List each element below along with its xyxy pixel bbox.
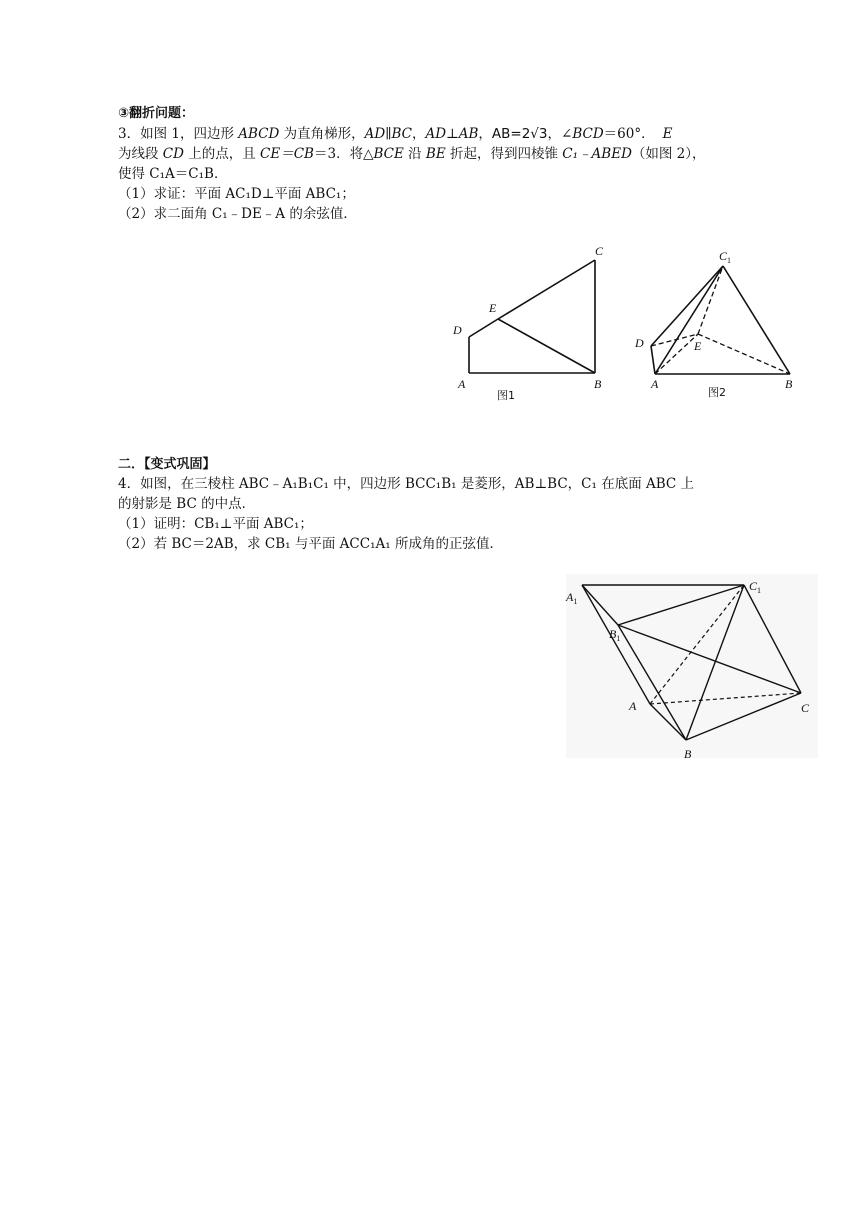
p3-text: BCE (373, 146, 404, 162)
p3-text: 为直角梯形， (279, 126, 365, 142)
label-a1: $A_1$ (566, 590, 578, 606)
problem4-line2: 的射影是 BC 的中点． (118, 496, 256, 512)
p3-formula: AB=2√3 (491, 126, 548, 142)
label-b1: $B_1$ (609, 627, 621, 643)
p3-text: ，∠ (547, 126, 573, 142)
label-d: D (635, 336, 644, 350)
p3-text: AD⊥AB (425, 126, 479, 142)
p3-text: C₁﹣ABED (562, 146, 632, 162)
label-a: A (651, 377, 659, 391)
p3-text: （如图 2）， (631, 146, 706, 162)
p3-text: AD∥BC (364, 126, 412, 142)
segment-ec (498, 260, 595, 319)
p3-text: E (662, 126, 673, 142)
segment-dc1 (651, 266, 723, 346)
figure-1 (445, 238, 615, 410)
label-a: A (458, 377, 466, 391)
segment-ad (651, 346, 655, 374)
p3-text: BCD (572, 126, 604, 142)
problem3-line1 (118, 124, 672, 144)
p3-text: BE (425, 146, 446, 162)
problem3-line3: 使得 C₁A＝C₁B． (118, 166, 228, 182)
section2-heading: 二．【变式巩固】 (118, 457, 216, 472)
p3-text: ＝60°． (603, 126, 655, 142)
p3-text: ＝3．将△ (313, 146, 374, 162)
label-c: C (801, 701, 810, 715)
figure-2 (630, 244, 810, 404)
segment-de (469, 319, 498, 337)
label-c: C (595, 244, 604, 258)
p3-text: 折起，得到四棱锥 (445, 146, 563, 162)
p3-text: CE＝CB (260, 146, 314, 162)
label-e: E (489, 301, 497, 315)
label-b: B (785, 377, 793, 391)
label-c1: $C_1$ (719, 249, 732, 265)
problem4-question2: （2）若 BC＝2AB，求 CB₁ 与平面 ACC₁A₁ 所成角的正弦值． (118, 536, 503, 552)
problem4-line1: 4．如图，在三棱柱 ABC﹣A₁B₁C₁ 中，四边形 BCC₁B₁ 是菱形，AB⊥BC，C₁ 在底面 ABC 上 (118, 476, 695, 492)
problem3-question1: （1）求证：平面 AC₁D⊥平面 ABC₁； (118, 186, 355, 202)
p3-text: ABCD (238, 126, 280, 142)
figure-2-caption: 图2 (708, 386, 726, 399)
label-e: E (694, 339, 702, 353)
p3-text: 3．如图 1，四边形 (118, 126, 239, 142)
p3-text: 上的点，且 (183, 146, 261, 162)
problem4-question1: （1）证明：CB₁⊥平面 ABC₁； (118, 516, 313, 532)
figure-prism (563, 572, 821, 762)
p3-text: 为线段 (118, 146, 163, 162)
problem3-line2 (118, 144, 706, 164)
p3-text: ， (478, 126, 492, 142)
figure-1-caption: 图1 (497, 389, 515, 402)
label-b: B (594, 377, 602, 391)
problem3-question2: （2）求二面角 C₁﹣DE﹣A 的余弦值． (118, 206, 357, 222)
p3-text: 沿 (403, 146, 426, 162)
segment-eb (498, 319, 595, 373)
segment-c1b (723, 266, 790, 374)
label-a: A (629, 699, 637, 713)
p3-text: CD (162, 146, 184, 162)
label-b: B (684, 747, 692, 761)
label-d: D (453, 323, 462, 337)
label-c1: $C_1$ (749, 579, 762, 595)
segment-ac1 (655, 266, 723, 374)
segment-eb (698, 334, 790, 374)
section-heading: ③翻折问题： (118, 106, 195, 121)
p3-text: ， (411, 126, 426, 142)
